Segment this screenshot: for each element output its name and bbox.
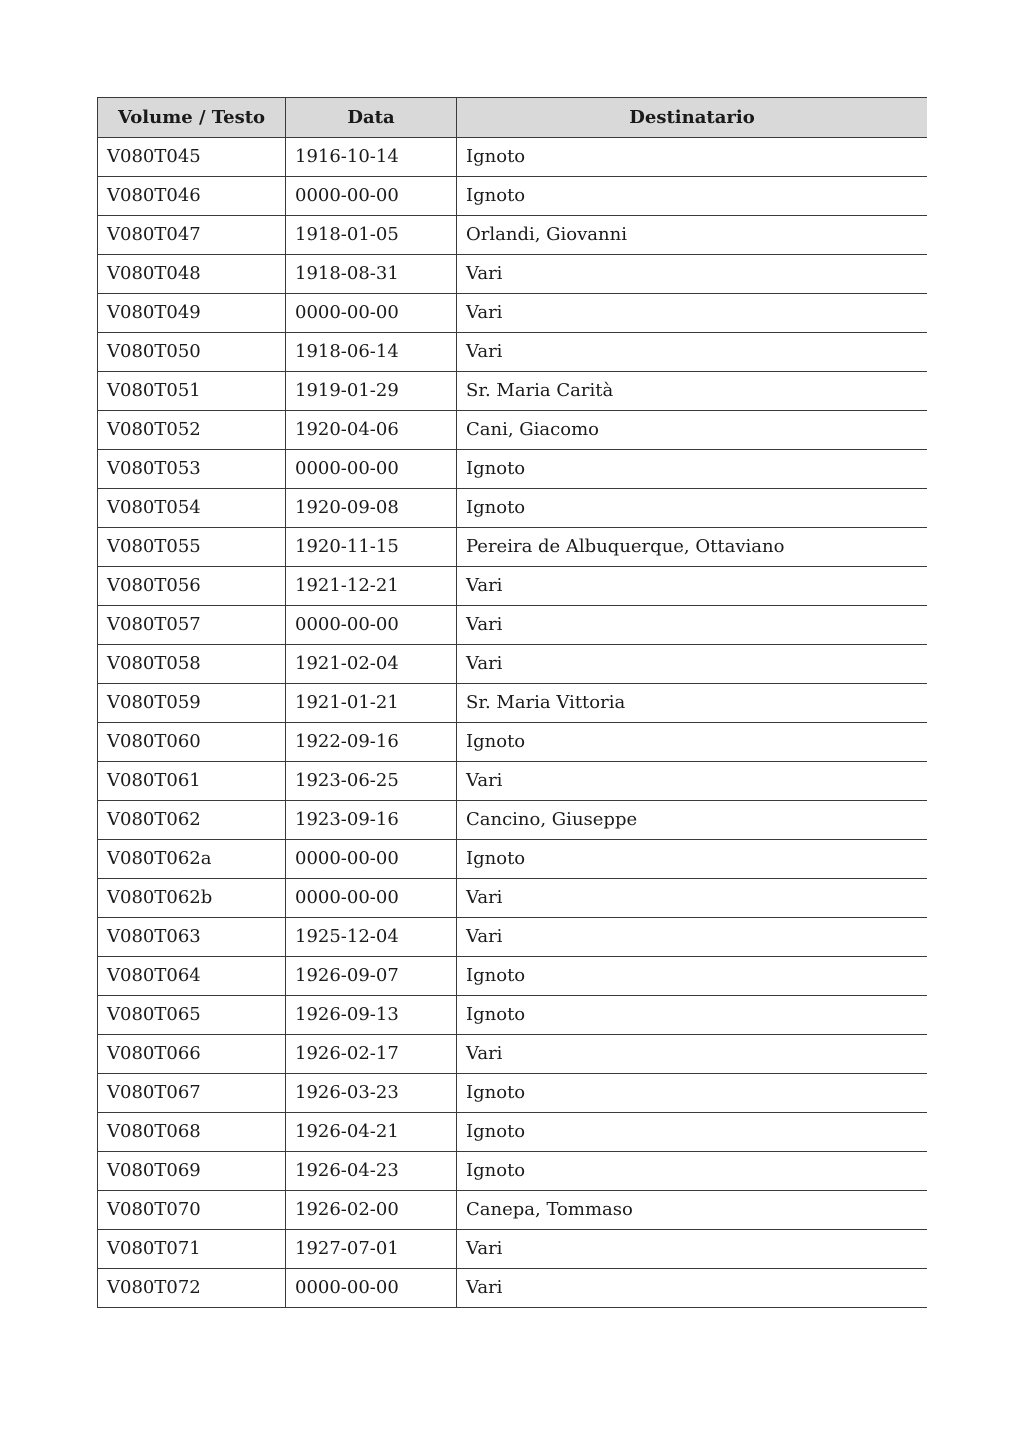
cell-destinatario: Canepa, Tommaso	[457, 1191, 928, 1230]
cell-volume-testo: V080T069	[98, 1152, 286, 1191]
records-table	[97, 97, 927, 1308]
cell-volume-testo: V080T071	[98, 1230, 286, 1269]
cell-data: 0000-00-00	[286, 177, 457, 216]
table-row	[98, 606, 928, 645]
cell-data: 1926-09-07	[286, 957, 457, 996]
table-row	[98, 1035, 928, 1074]
cell-data: 0000-00-00	[286, 840, 457, 879]
cell-volume-testo: V080T072	[98, 1269, 286, 1308]
cell-destinatario: Ignoto	[457, 177, 928, 216]
cell-data: 0000-00-00	[286, 606, 457, 645]
cell-volume-testo: V080T050	[98, 333, 286, 372]
cell-destinatario: Vari	[457, 879, 928, 918]
cell-volume-testo: V080T068	[98, 1113, 286, 1152]
cell-data: 0000-00-00	[286, 879, 457, 918]
table-row	[98, 177, 928, 216]
cell-data: 1920-09-08	[286, 489, 457, 528]
table-row	[98, 1230, 928, 1269]
table-row	[98, 840, 928, 879]
cell-volume-testo: V080T052	[98, 411, 286, 450]
cell-destinatario: Ignoto	[457, 840, 928, 879]
cell-volume-testo: V080T049	[98, 294, 286, 333]
cell-volume-testo: V080T053	[98, 450, 286, 489]
table-row	[98, 879, 928, 918]
cell-data: 1923-06-25	[286, 762, 457, 801]
cell-volume-testo: V080T054	[98, 489, 286, 528]
table-row	[98, 762, 928, 801]
cell-data: 1921-02-04	[286, 645, 457, 684]
table-row	[98, 372, 928, 411]
cell-volume-testo: V080T057	[98, 606, 286, 645]
cell-destinatario: Cancino, Giuseppe	[457, 801, 928, 840]
cell-volume-testo: V080T070	[98, 1191, 286, 1230]
cell-volume-testo: V080T046	[98, 177, 286, 216]
cell-destinatario: Vari	[457, 762, 928, 801]
cell-destinatario: Vari	[457, 1269, 928, 1308]
cell-volume-testo: V080T045	[98, 138, 286, 177]
header-data: Data	[286, 98, 457, 138]
header-row	[98, 98, 928, 138]
cell-data: 0000-00-00	[286, 1269, 457, 1308]
cell-destinatario: Ignoto	[457, 1152, 928, 1191]
cell-destinatario: Ignoto	[457, 1113, 928, 1152]
cell-volume-testo: V080T062a	[98, 840, 286, 879]
table-row	[98, 294, 928, 333]
cell-volume-testo: V080T067	[98, 1074, 286, 1113]
cell-data: 1926-02-00	[286, 1191, 457, 1230]
table-row	[98, 918, 928, 957]
table-row	[98, 1269, 928, 1308]
table-header	[98, 98, 928, 138]
cell-data: 0000-00-00	[286, 450, 457, 489]
table-row	[98, 957, 928, 996]
table-row	[98, 1152, 928, 1191]
header-volume-testo: Volume / Testo	[98, 98, 286, 138]
cell-destinatario: Ignoto	[457, 138, 928, 177]
cell-volume-testo: V080T062b	[98, 879, 286, 918]
cell-data: 1920-11-15	[286, 528, 457, 567]
cell-destinatario: Ignoto	[457, 996, 928, 1035]
table-row	[98, 333, 928, 372]
cell-data: 1920-04-06	[286, 411, 457, 450]
cell-volume-testo: V080T047	[98, 216, 286, 255]
table-row	[98, 255, 928, 294]
cell-data: 0000-00-00	[286, 294, 457, 333]
cell-destinatario: Vari	[457, 606, 928, 645]
header-destinatario: Destinatario	[457, 98, 928, 138]
cell-destinatario: Vari	[457, 645, 928, 684]
cell-volume-testo: V080T055	[98, 528, 286, 567]
cell-volume-testo: V080T064	[98, 957, 286, 996]
table-row	[98, 450, 928, 489]
cell-data: 1926-04-23	[286, 1152, 457, 1191]
table-row	[98, 138, 928, 177]
cell-data: 1921-12-21	[286, 567, 457, 606]
cell-volume-testo: V080T066	[98, 1035, 286, 1074]
cell-data: 1918-08-31	[286, 255, 457, 294]
cell-volume-testo: V080T056	[98, 567, 286, 606]
cell-destinatario: Ignoto	[457, 723, 928, 762]
cell-data: 1926-03-23	[286, 1074, 457, 1113]
cell-volume-testo: V080T051	[98, 372, 286, 411]
table-row	[98, 801, 928, 840]
cell-volume-testo: V080T058	[98, 645, 286, 684]
cell-volume-testo: V080T048	[98, 255, 286, 294]
cell-destinatario: Ignoto	[457, 957, 928, 996]
cell-destinatario: Sr. Maria Carità	[457, 372, 928, 411]
table-row	[98, 567, 928, 606]
cell-destinatario: Ignoto	[457, 1074, 928, 1113]
cell-data: 1927-07-01	[286, 1230, 457, 1269]
cell-data: 1925-12-04	[286, 918, 457, 957]
cell-data: 1926-09-13	[286, 996, 457, 1035]
cell-destinatario: Vari	[457, 918, 928, 957]
cell-destinatario: Vari	[457, 567, 928, 606]
cell-data: 1926-04-21	[286, 1113, 457, 1152]
cell-data: 1919-01-29	[286, 372, 457, 411]
cell-data: 1922-09-16	[286, 723, 457, 762]
cell-destinatario: Vari	[457, 1035, 928, 1074]
table-row	[98, 1191, 928, 1230]
cell-destinatario: Vari	[457, 1230, 928, 1269]
table-row	[98, 216, 928, 255]
cell-destinatario: Vari	[457, 294, 928, 333]
cell-destinatario: Ignoto	[457, 489, 928, 528]
table-row	[98, 723, 928, 762]
cell-destinatario: Sr. Maria Vittoria	[457, 684, 928, 723]
cell-data: 1923-09-16	[286, 801, 457, 840]
cell-volume-testo: V080T062	[98, 801, 286, 840]
cell-destinatario: Cani, Giacomo	[457, 411, 928, 450]
cell-volume-testo: V080T061	[98, 762, 286, 801]
cell-destinatario: Vari	[457, 255, 928, 294]
cell-data: 1918-01-05	[286, 216, 457, 255]
cell-data: 1916-10-14	[286, 138, 457, 177]
cell-volume-testo: V080T059	[98, 684, 286, 723]
cell-destinatario: Pereira de Albuquerque, Ottaviano	[457, 528, 928, 567]
table-row	[98, 528, 928, 567]
table-row	[98, 1074, 928, 1113]
cell-data: 1918-06-14	[286, 333, 457, 372]
table-body	[98, 138, 928, 1308]
table-row	[98, 684, 928, 723]
table-row	[98, 411, 928, 450]
table-row	[98, 645, 928, 684]
cell-volume-testo: V080T060	[98, 723, 286, 762]
cell-destinatario: Orlandi, Giovanni	[457, 216, 928, 255]
table-row	[98, 489, 928, 528]
cell-destinatario: Ignoto	[457, 450, 928, 489]
cell-volume-testo: V080T065	[98, 996, 286, 1035]
cell-data: 1926-02-17	[286, 1035, 457, 1074]
cell-data: 1921-01-21	[286, 684, 457, 723]
cell-destinatario: Vari	[457, 333, 928, 372]
table-row	[98, 1113, 928, 1152]
table-row	[98, 996, 928, 1035]
records-table-container	[97, 97, 927, 1312]
cell-volume-testo: V080T063	[98, 918, 286, 957]
